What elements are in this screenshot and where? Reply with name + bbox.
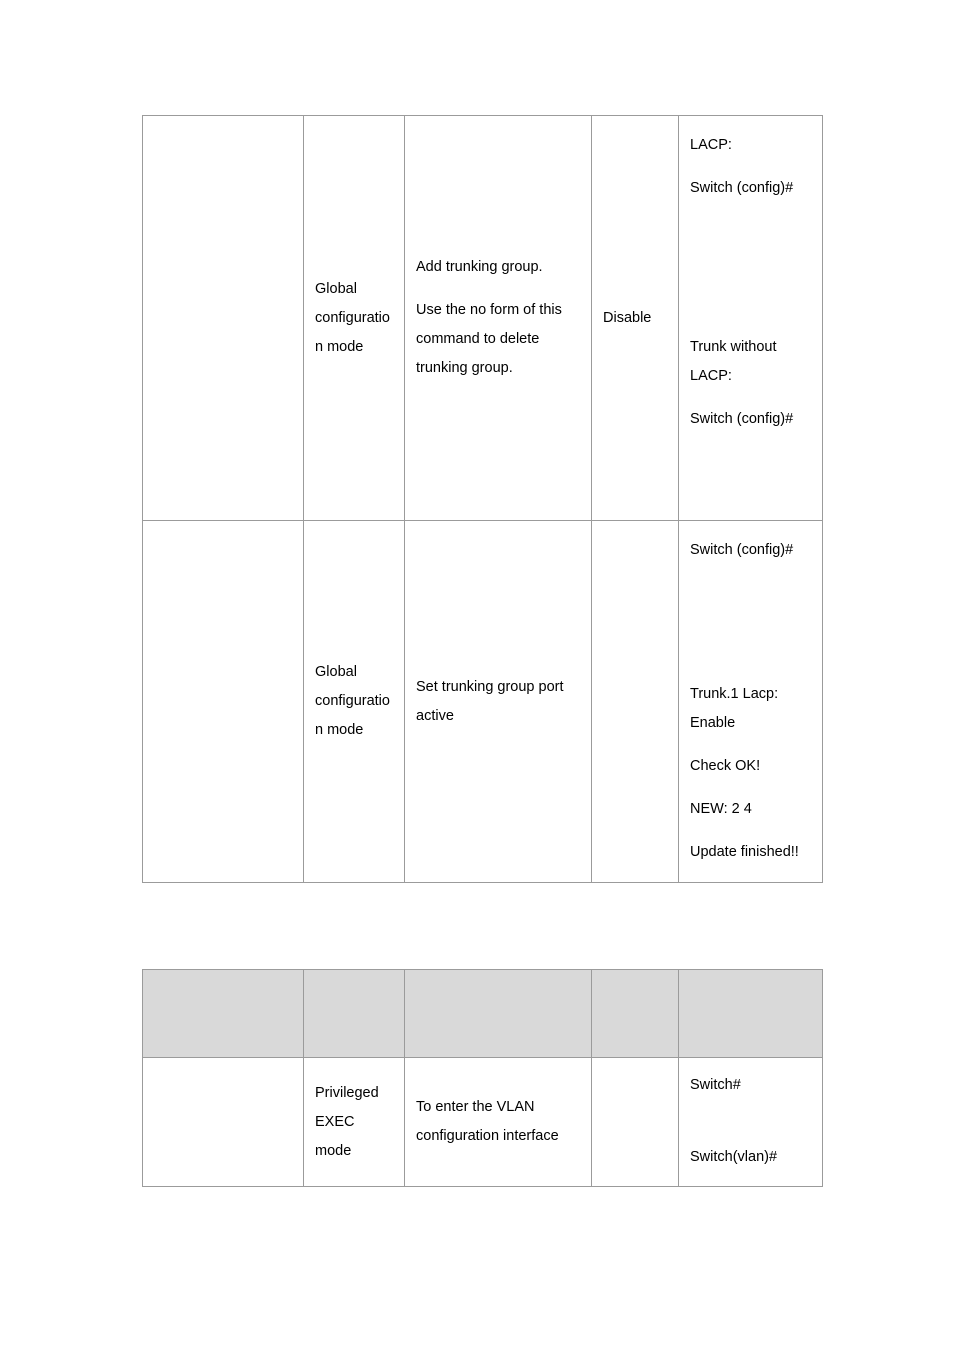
header-cell xyxy=(304,970,405,1058)
header-cell xyxy=(143,970,304,1058)
example-cell: LACP: Switch (config)# Trunk without LACP: Switch (config)# xyxy=(679,116,823,521)
description-cell: Add trunking group. Use the no form of this command to delete trunking group. xyxy=(405,116,592,521)
vlan-commands-table xyxy=(142,969,823,1187)
table-row xyxy=(143,521,823,883)
table-header-row xyxy=(143,970,823,1058)
command-cell xyxy=(143,521,304,883)
mode-cell: Global configuratio n mode xyxy=(304,116,405,521)
mode-cell: Global configuratio n mode xyxy=(304,521,405,883)
default-cell: Disable xyxy=(592,116,679,521)
default-cell xyxy=(592,521,679,883)
table-row xyxy=(143,116,823,521)
example-cell: Switch (config)# Trunk.1 Lacp: Enable Check OK! NEW: 2 4 Update finished!! xyxy=(679,521,823,883)
description-cell: To enter the VLAN configuration interface xyxy=(405,1058,592,1187)
trunk-commands-table xyxy=(142,115,823,883)
description-cell: Set trunking group port active xyxy=(405,521,592,883)
mode-cell: Privileged EXEC mode xyxy=(304,1058,405,1187)
example-cell: Switch# Switch(vlan)# xyxy=(679,1058,823,1187)
header-cell xyxy=(405,970,592,1058)
header-cell xyxy=(679,970,823,1058)
command-cell xyxy=(143,1058,304,1187)
default-cell xyxy=(592,1058,679,1187)
table-row xyxy=(143,1058,823,1187)
header-cell xyxy=(592,970,679,1058)
command-cell xyxy=(143,116,304,521)
